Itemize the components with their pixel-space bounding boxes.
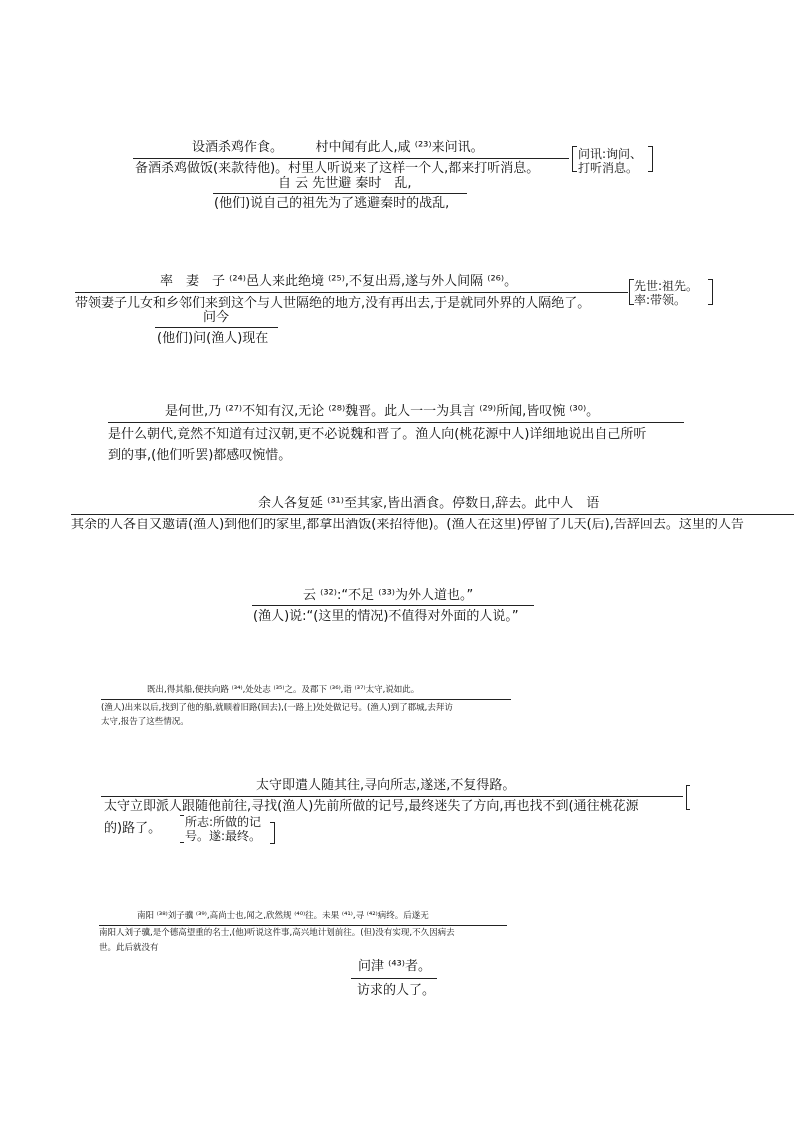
underline [351,978,437,979]
note-bracket-right [708,279,713,305]
translation-line: 太守,报告了这些情况。 [101,717,189,727]
original-line: 设酒杀鸡作食。 村中闻有此人,咸 ⁽²³⁾来问讯。 [192,140,484,155]
translation-line: 访求的人了。 [357,983,436,998]
original-line: 是何世,乃 ⁽²⁷⁾不知有汉,无论 ⁽²⁸⁾魏晋。此人一一为具言 ⁽²⁹⁾所闻,皆叹惋 ⁽³⁰⁾。 [165,404,600,419]
underline [99,925,507,926]
note-bracket-top [686,785,690,786]
translation-line: 带领妻子儿女和乡邻们来到这个与人世隔绝的地方,没有再出去,于是就同外界的人隔绝了。 [75,296,591,311]
underline [155,327,278,328]
translation-line: 到的事,(他们听罢)都感叹惋惜。 [108,448,292,463]
underline [71,514,794,515]
annotation-note: 所志:所做的记 号。遂:最终。 [185,815,262,843]
note-bracket-left [572,146,577,172]
note-bracket [180,815,184,843]
translation-line: (渔人)出来以后,找到了他的船,就顺着旧路(回去),(一路上)处处做记号。(渔人)到了郡城,去拜访 [101,703,453,713]
original-line: 余人各复延 ⁽³¹⁾至其家,皆出酒食。停数日,辞去。此中人 语 [258,496,600,511]
translation-line: 是什么朝代,竟然不知道有过汉朝,更不必说魏和晋了。渔人向(桃花源中人)详细地说出自己所听 [108,427,647,442]
original-line: 问今 [203,310,230,325]
translation-line: (他们)问(渔人)现在 [157,331,269,346]
annotation-note: 问讯:询问、 打听消息。 [578,147,643,175]
underline [101,699,511,700]
underline [133,158,569,159]
underline [75,292,628,293]
annotation-note: 先世:祖先。 率:带领。 [634,279,699,307]
underline [252,605,534,606]
translation-line: (他们)说自己的祖先为了逃避秦时的战乱, [214,196,450,211]
original-line: 云 ⁽³²⁾:“不足 ⁽³³⁾为外人道也。” [303,588,474,603]
underline [101,796,683,797]
note-bracket-right [648,146,653,172]
translation-line: 南阳人刘子骥,是个德高望重的名士,(他)听说这件事,高兴地计划前往。(但)没有实现,不久因病去 [99,928,455,938]
original-line: 南阳 ⁽³⁸⁾刘子骥 ⁽³⁹⁾,高尚士也,闻之,欣然规 ⁽⁴⁰⁾往。未果 ⁽⁴¹⁾,寻 ⁽⁴²⁾病终。后遂无 [137,911,429,921]
translation-line: 世。此后就没有 [99,943,159,953]
translation-line: 太守立即派人跟随他前往,寻找(渔人)先前所做的记号,最终迷失了方向,再也找不到(通往桃花源 [104,799,639,814]
translation-line: 的)路了。 [104,821,162,836]
original-line: 自 云 先世避 秦时 乱, [278,176,412,191]
original-line: 问津 ⁽⁴³⁾者。 [358,959,431,974]
note-bracket-right [270,822,275,844]
translation-line: 其余的人各自又邀请(渔人)到他们的家里,都拿出酒饭(来招待他)。(渔人在这里)停留了几天(后),告辞回去。这里的人告 [71,518,744,531]
original-line: 太守即遣人随其往,寻向所志,遂迷,不复得路。 [256,778,516,793]
original-line: 既出,得其船,便扶向路 ⁽³⁴⁾,处处志 ⁽³⁵⁾之。及郡下 ⁽³⁶⁾,诣 ⁽³⁷⁾太守,说如此。 [147,685,420,695]
underline [108,422,684,423]
note-bracket-bottom [686,809,690,810]
underline [213,193,467,194]
translation-line: 备酒杀鸡做饭(来款待他)。村里人听说来了这样一个人,都来打听消息。 [135,161,540,176]
translation-line: (渔人)说:“(这里的情况)不值得对外面的人说。” [253,609,519,624]
original-line: 率 妻 子 ⁽²⁴⁾邑人来此绝境 ⁽²⁵⁾,不复出焉,遂与外人间隔 ⁽²⁶⁾。 [160,274,518,289]
note-bracket-left [686,785,687,809]
